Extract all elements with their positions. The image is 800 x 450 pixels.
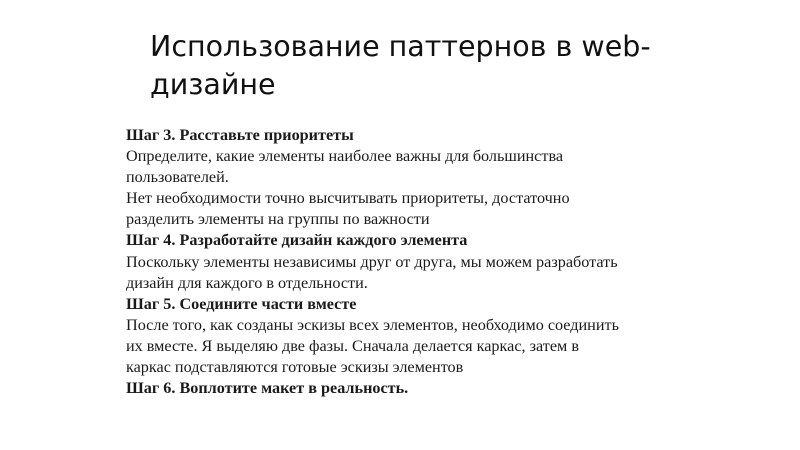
step-4-heading: Шаг 4. Разработайте дизайн каждого элемента bbox=[126, 231, 468, 250]
body-line: Определите, какие элементы наиболее важны для большинства bbox=[126, 147, 564, 166]
body-line: каркас подставляются готовые эскизы элементов bbox=[126, 358, 464, 377]
body-line: разделить элементы на группы по важности bbox=[126, 210, 430, 229]
body-line: Нет необходимости точно высчитывать приоритеты, достаточно bbox=[126, 189, 570, 208]
step-5-heading: Шаг 5. Соедините части вместе bbox=[126, 294, 357, 313]
slide-title-line-2: дизайне bbox=[150, 68, 276, 101]
step-6-heading: Шаг 6. Воплотите макет в реальность. bbox=[126, 379, 409, 398]
slide-title-line-1: Использование паттернов в web- bbox=[150, 30, 651, 63]
body-line: их вместе. Я выделяю две фазы. Сначала делается каркас, затем в bbox=[126, 336, 579, 355]
body-line: Поскольку элементы независимы друг от друга, мы можем разработать bbox=[126, 252, 618, 271]
slide-title bbox=[150, 28, 710, 104]
slide-body bbox=[126, 125, 726, 399]
body-line: После того, как созданы эскизы всех элементов, необходимо соединить bbox=[126, 315, 619, 334]
body-line: пользователей. bbox=[126, 168, 229, 187]
step-3-heading: Шаг 3. Расставьте приоритеты bbox=[126, 126, 354, 144]
body-line: дизайн для каждого в отдельности. bbox=[126, 273, 368, 292]
